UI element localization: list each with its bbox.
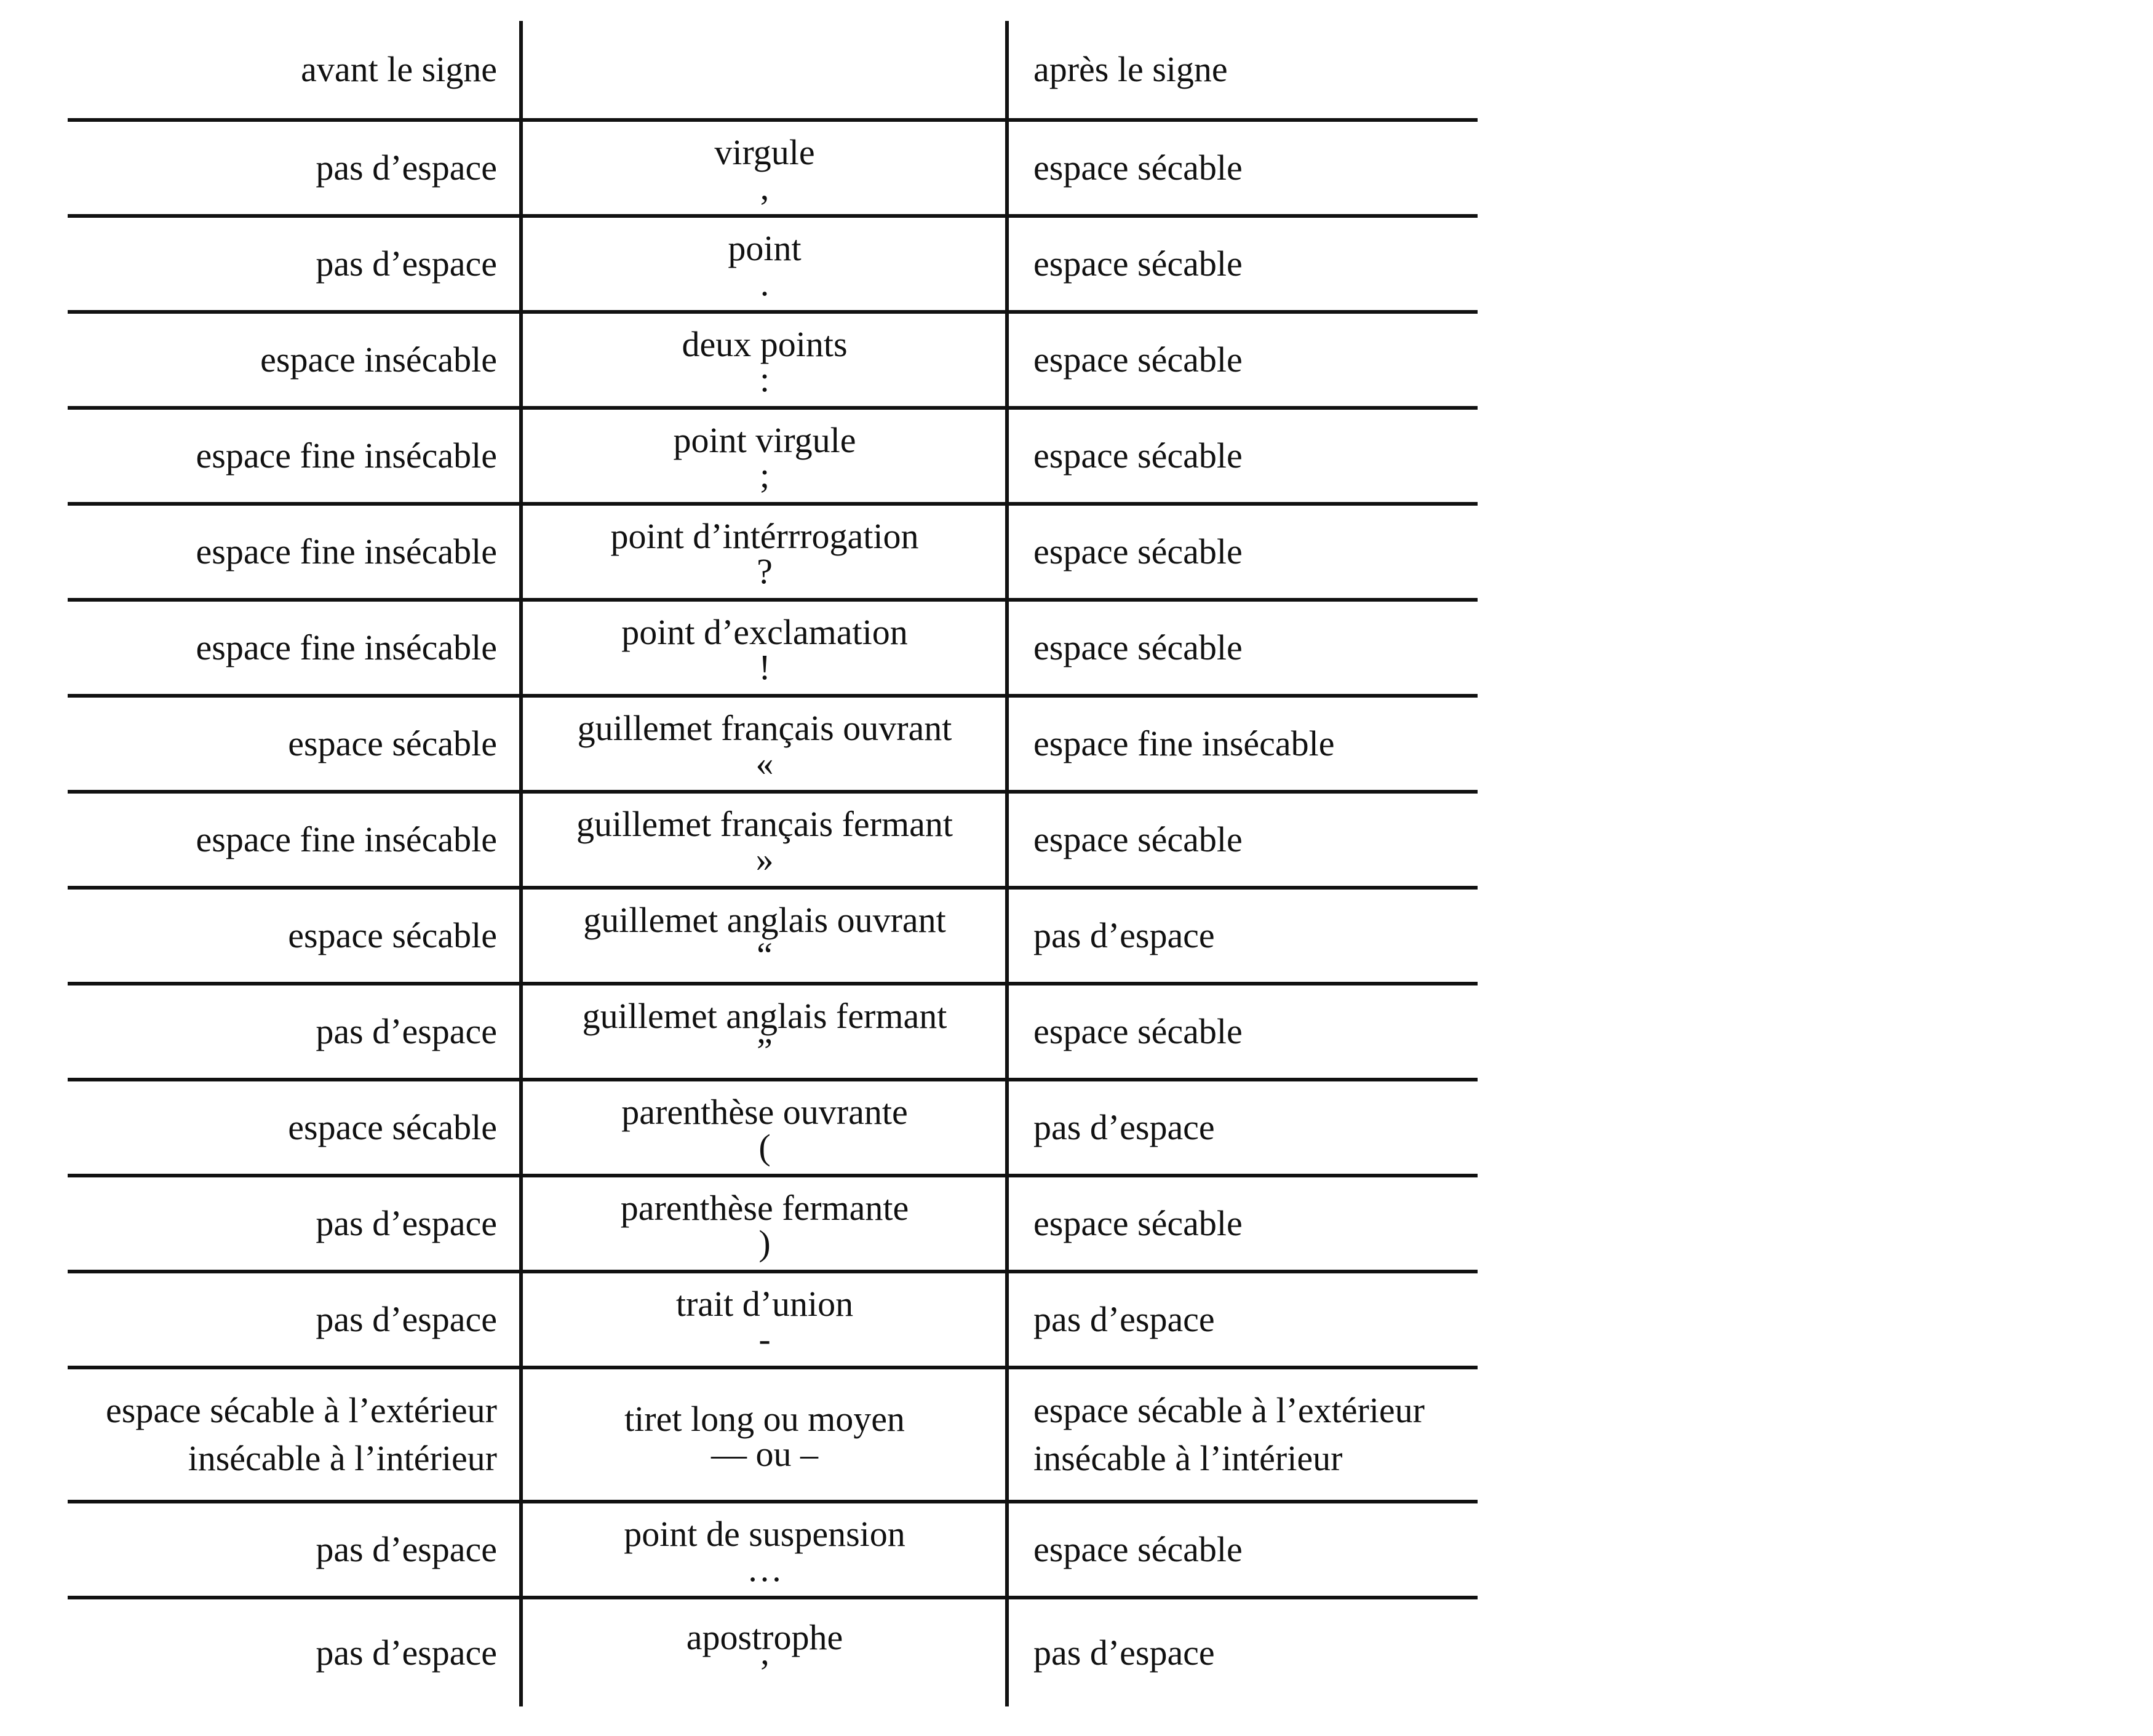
- header-after-label: [1033, 21, 1476, 118]
- after-text-group: [1033, 1104, 1215, 1152]
- cell-after: [1033, 985, 1476, 1078]
- cell-before: [68, 1369, 497, 1500]
- sign-name: apostrophe: [686, 1617, 843, 1657]
- before-text: espace fine insécable: [196, 627, 497, 667]
- before-text: pas d’espace: [316, 1299, 497, 1339]
- cell-after: [1033, 1369, 1476, 1500]
- before-text: espace fine insécable: [196, 436, 497, 476]
- cell-sign: [522, 1177, 1008, 1270]
- cell-sign: [522, 410, 1008, 502]
- cell-before: [68, 890, 497, 982]
- before-text-group: [106, 1387, 497, 1483]
- before-text: pas d’espace: [316, 1633, 497, 1673]
- cell-sign: [522, 602, 1008, 694]
- sign-glyph: -: [758, 1319, 771, 1359]
- after-text: pas d’espace: [1033, 1299, 1215, 1339]
- sign-glyph: — ou –: [711, 1434, 818, 1474]
- after-text: espace sécable: [1033, 436, 1243, 476]
- header-sign-label: [522, 21, 1008, 118]
- before-text: espace fine insécable: [196, 819, 497, 859]
- before-text: pas d’espace: [316, 148, 497, 188]
- cell-before: [68, 794, 497, 886]
- before-text: espace sécable: [288, 915, 497, 955]
- sign-glyph: «: [755, 743, 774, 783]
- cell-after: [1033, 1273, 1476, 1366]
- cell-before: [68, 1273, 497, 1366]
- cell-after: [1033, 122, 1476, 214]
- before-text: espace fine insécable: [196, 532, 497, 571]
- sign-name: trait d’union: [675, 1284, 854, 1324]
- sign-glyph: …: [747, 1549, 782, 1589]
- after-text: espace sécable: [1033, 1529, 1243, 1569]
- before-text-group: [316, 144, 497, 192]
- cell-before: [68, 410, 497, 502]
- cell-sign: [522, 698, 1008, 790]
- before-text-group: [316, 1526, 497, 1574]
- after-text: espace sécable: [1033, 1203, 1243, 1243]
- before-text-group: [196, 528, 498, 576]
- cell-after: [1033, 314, 1476, 406]
- cell-before: [68, 985, 497, 1078]
- cell-after: [1033, 794, 1476, 886]
- before-text-group: [288, 1104, 497, 1152]
- before-text-group: [196, 624, 498, 672]
- sign-name: point d’exclamation: [621, 612, 908, 652]
- cell-sign: [522, 1369, 1008, 1500]
- before-text-group: [316, 1629, 497, 1677]
- after-text: espace sécable: [1033, 244, 1243, 284]
- before-text: espace sécable: [288, 723, 497, 763]
- before-text-group: [316, 1008, 497, 1056]
- cell-sign: [522, 122, 1008, 214]
- before-text-group: [316, 240, 497, 288]
- after-text-group: [1033, 1200, 1243, 1248]
- before-text-group: [316, 1200, 497, 1248]
- cell-after: [1033, 1081, 1476, 1174]
- header-before-label: [68, 21, 497, 118]
- after-text: insécable à l’intérieur: [1033, 1438, 1343, 1478]
- cell-sign: [522, 1273, 1008, 1366]
- before-text-group: [316, 1296, 497, 1344]
- after-text: espace sécable: [1033, 1011, 1243, 1051]
- header-before-text: avant le signe: [301, 49, 497, 89]
- sign-glyph: ;: [759, 455, 770, 495]
- sign-name: virgule: [714, 132, 815, 172]
- sign-name: point d’intérrrogation: [610, 516, 919, 556]
- before-text: pas d’espace: [316, 244, 497, 284]
- after-text-group: [1033, 1008, 1243, 1056]
- cell-after: [1033, 698, 1476, 790]
- after-text-group: [1033, 1387, 1425, 1483]
- cell-sign: [522, 314, 1008, 406]
- sign-name: point de suspension: [624, 1514, 905, 1554]
- cell-before: [68, 1081, 497, 1174]
- after-text: espace sécable: [1033, 819, 1243, 859]
- cell-sign: [522, 1599, 1008, 1706]
- before-text-group: [288, 720, 497, 768]
- after-text: pas d’espace: [1033, 915, 1215, 955]
- header-after-text: après le signe: [1033, 49, 1228, 89]
- cell-sign: [522, 1081, 1008, 1174]
- cell-sign: [522, 794, 1008, 886]
- after-text-group: [1033, 336, 1243, 384]
- sign-name: parenthèse ouvrante: [621, 1092, 908, 1132]
- before-text: espace insécable: [260, 340, 497, 380]
- sign-name: tiret long ou moyen: [624, 1399, 905, 1439]
- sign-name: point: [728, 228, 802, 268]
- sign-glyph: !: [758, 647, 771, 687]
- sign-glyph: ,: [760, 167, 770, 207]
- sign-name: guillemet français ouvrant: [577, 708, 952, 748]
- cell-before: [68, 1177, 497, 1270]
- before-text: espace sécable à l’extérieur: [106, 1390, 497, 1430]
- cell-before: [68, 506, 497, 598]
- cell-after: [1033, 1503, 1476, 1596]
- before-text-group: [196, 816, 498, 864]
- before-text: espace sécable: [288, 1107, 497, 1147]
- cell-sign: [522, 506, 1008, 598]
- after-text-group: [1033, 624, 1243, 672]
- cell-after: [1033, 890, 1476, 982]
- sign-glyph: ?: [757, 551, 773, 591]
- cell-after: [1033, 602, 1476, 694]
- sign-name: guillemet anglais ouvrant: [583, 900, 946, 940]
- cell-sign: [522, 890, 1008, 982]
- sign-glyph: »: [755, 839, 774, 879]
- before-text: insécable à l’intérieur: [188, 1438, 497, 1478]
- sign-glyph: :: [759, 359, 770, 399]
- cell-after: [1033, 1177, 1476, 1270]
- cell-sign: [522, 985, 1008, 1078]
- sign-name: parenthèse fermante: [620, 1188, 909, 1228]
- after-text: espace sécable à l’extérieur: [1033, 1390, 1425, 1430]
- cell-after: [1033, 1599, 1476, 1706]
- after-text: pas d’espace: [1033, 1633, 1215, 1673]
- after-text-group: [1033, 240, 1243, 288]
- after-text-group: [1033, 1296, 1215, 1344]
- cell-sign: [522, 218, 1008, 310]
- before-text-group: [288, 912, 497, 960]
- after-text-group: [1033, 528, 1243, 576]
- cell-before: [68, 218, 497, 310]
- after-text: espace sécable: [1033, 532, 1243, 571]
- cell-after: [1033, 410, 1476, 502]
- sign-glyph: ): [758, 1223, 771, 1263]
- after-text: pas d’espace: [1033, 1107, 1215, 1147]
- sign-name: guillemet anglais fermant: [582, 996, 947, 1036]
- after-text-group: [1033, 720, 1335, 768]
- cell-before: [68, 122, 497, 214]
- after-text: espace sécable: [1033, 627, 1243, 667]
- before-text-group: [196, 432, 498, 480]
- after-text-group: [1033, 144, 1243, 192]
- cell-sign: [522, 1503, 1008, 1596]
- before-text: pas d’espace: [316, 1203, 497, 1243]
- sign-name: guillemet français fermant: [576, 804, 953, 844]
- cell-after: [1033, 506, 1476, 598]
- after-text-group: [1033, 912, 1215, 960]
- cell-after: [1033, 218, 1476, 310]
- cell-before: [68, 1503, 497, 1596]
- cell-before: [68, 314, 497, 406]
- sign-glyph: “: [757, 935, 773, 975]
- before-text: pas d’espace: [316, 1011, 497, 1051]
- cell-before: [68, 602, 497, 694]
- after-text-group: [1033, 1629, 1215, 1677]
- cell-before: [68, 1599, 497, 1706]
- sign-glyph: ”: [757, 1031, 773, 1071]
- sign-glyph: (: [758, 1127, 771, 1167]
- before-text: pas d’espace: [316, 1529, 497, 1569]
- after-text-group: [1033, 816, 1243, 864]
- after-text: espace fine insécable: [1033, 723, 1335, 763]
- after-text: espace sécable: [1033, 340, 1243, 380]
- sign-name: deux points: [682, 324, 848, 364]
- sign-name: point virgule: [673, 420, 856, 460]
- after-text: espace sécable: [1033, 148, 1243, 188]
- sign-glyph: .: [760, 263, 770, 303]
- cell-before: [68, 698, 497, 790]
- sign-glyph: ’: [758, 1652, 771, 1692]
- after-text-group: [1033, 432, 1243, 480]
- after-text-group: [1033, 1526, 1243, 1574]
- before-text-group: [260, 336, 497, 384]
